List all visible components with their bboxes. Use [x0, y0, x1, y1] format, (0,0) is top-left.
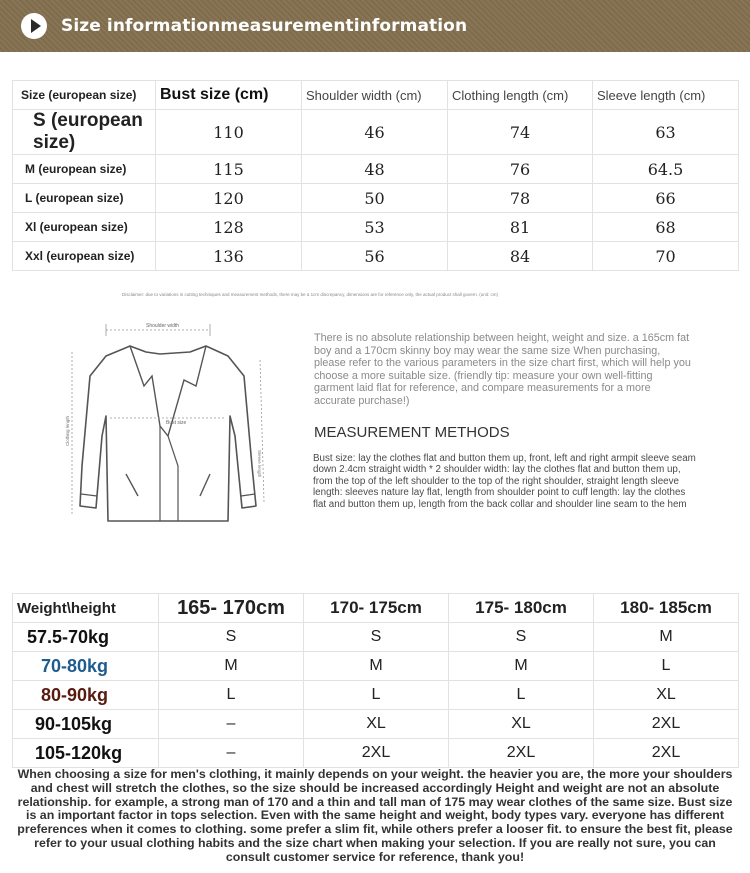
- size-cell: S: [159, 623, 304, 652]
- jacket-measurement-diagram: [60, 316, 272, 526]
- size-label: M (european size): [13, 155, 156, 184]
- shoulder-value: 48: [302, 155, 448, 184]
- size-cell: L: [159, 681, 304, 710]
- weight-height-corner: Weight\height: [13, 594, 159, 623]
- size-label: Xl (european size): [13, 213, 156, 242]
- size-cell: 2XL: [449, 739, 594, 768]
- bust-value: 110: [156, 110, 302, 155]
- header-length: Clothing length (cm): [448, 81, 593, 110]
- fit-header-row: [13, 594, 739, 623]
- shoulder-value: 53: [302, 213, 448, 242]
- measurement-methods-body: Bust size: lay the clothes flat and button them up, front, left and right armpit sleeve seam down 2.4cm straight width * 2 shoulder width: lay the clothes flat and button them up, from the top of the left shoulder to the top of the right shoulder, straight length sleeve length: sleeves nature lay flat, length from shoulder point to cuff length: lay the clothes flat and button them up, length from the back collar and shoulder line seam to the hem: [313, 453, 696, 510]
- length-value: 84: [448, 242, 593, 271]
- table-row: [13, 739, 739, 768]
- header-shoulder: Shoulder width (cm): [302, 81, 448, 110]
- size-cell: 2XL: [594, 739, 739, 768]
- height-header: 175- 180cm: [449, 594, 594, 623]
- size-cell: L: [304, 681, 449, 710]
- size-notice-text: There is no absolute relationship between height, weight and size. a 165cm fat boy and a 170cm skinny boy may wear the same size When purchasing, please refer to the various parameters in the size chart first, which will help you choose a more suitable size. (friendly tip: measure your own well-fitting garment laid flat for reference, and compare measurements for a more accurate purchase!): [314, 332, 691, 407]
- weight-label: 80-90kg: [13, 681, 159, 710]
- shoulder-value: 56: [302, 242, 448, 271]
- table-row: [13, 155, 739, 184]
- header-size: Size (european size): [13, 81, 156, 110]
- diagram-bust-label: Bust size: [166, 420, 187, 426]
- table-row: [13, 652, 739, 681]
- diagram-shoulder-label: Shoulder width: [146, 323, 180, 329]
- bust-value: 136: [156, 242, 302, 271]
- diagram-length-label: Clothing length: [65, 415, 70, 446]
- size-cell: –: [159, 710, 304, 739]
- size-chart-header-row: [13, 81, 739, 110]
- size-label: Xxl (european size): [13, 242, 156, 271]
- weight-label: 90-105kg: [13, 710, 159, 739]
- size-cell: XL: [594, 681, 739, 710]
- sleeve-value: 66: [593, 184, 739, 213]
- sleeve-value: 70: [593, 242, 739, 271]
- weight-label: 70-80kg: [13, 652, 159, 681]
- size-cell: 2XL: [594, 710, 739, 739]
- length-value: 78: [448, 184, 593, 213]
- size-cell: 2XL: [304, 739, 449, 768]
- bust-value: 128: [156, 213, 302, 242]
- section-header: [0, 0, 750, 52]
- bust-value: 115: [156, 155, 302, 184]
- size-cell: S: [304, 623, 449, 652]
- size-label: L (european size): [13, 184, 156, 213]
- size-cell: S: [449, 623, 594, 652]
- size-chart-table: [12, 80, 739, 271]
- size-cell: XL: [449, 710, 594, 739]
- header-sleeve: Sleeve length (cm): [593, 81, 739, 110]
- header-bust: Bust size (cm): [156, 81, 302, 110]
- section-title: Size informationmeasurementinformation: [61, 16, 468, 36]
- size-cell: M: [594, 623, 739, 652]
- sleeve-value: 63: [593, 110, 739, 155]
- table-row: [13, 242, 739, 271]
- shoulder-value: 46: [302, 110, 448, 155]
- table-row: [13, 110, 739, 155]
- length-value: 81: [448, 213, 593, 242]
- size-cell: –: [159, 739, 304, 768]
- table-row: [13, 623, 739, 652]
- size-label: S (european size): [13, 110, 156, 155]
- sizing-advice-note: When choosing a size for men's clothing, it mainly depends on your weight. the heavier you are, the more your shoulders and chest will stretch the clothes, so the size should be increased accordingly Height and weight are not an absolute relationship. for example, a strong man of 170 and a thin and tall man of 175 may wear clothes of the same size. Bust size is an important factor in tops selection. Even with the same height and weight, body types vary. everyone has different preferences when it comes to clothing. some prefer a slim fit, while others prefer a looser fit. to ensure the best fit, please refer to your usual clothing habits and the size chart when making your selection. If you are really not sure, you can consult customer service for reference, thank you!: [17, 767, 733, 864]
- table-row: [13, 710, 739, 739]
- play-icon: [21, 13, 47, 39]
- size-cell: L: [449, 681, 594, 710]
- length-value: 74: [448, 110, 593, 155]
- size-cell: L: [594, 652, 739, 681]
- size-cell: M: [449, 652, 594, 681]
- shoulder-value: 50: [302, 184, 448, 213]
- sleeve-value: 64.5: [593, 155, 739, 184]
- measurement-methods-title: MEASUREMENT METHODS: [314, 424, 510, 441]
- disclaimer-text: Disclaimer: due to variations in cutting techniques and measurement methods, there may be a 1cm discrepancy, dimensions are for reference only, the actual product shall govern. (unit: cm): [122, 292, 499, 297]
- size-cell: M: [159, 652, 304, 681]
- bust-value: 120: [156, 184, 302, 213]
- weight-height-table: [12, 593, 739, 768]
- height-header: 165- 170cm: [159, 594, 304, 623]
- length-value: 76: [448, 155, 593, 184]
- table-row: [13, 213, 739, 242]
- size-cell: XL: [304, 710, 449, 739]
- table-row: [13, 681, 739, 710]
- height-header: 180- 185cm: [594, 594, 739, 623]
- height-header: 170- 175cm: [304, 594, 449, 623]
- weight-label: 57.5-70kg: [13, 623, 159, 652]
- weight-label: 105-120kg: [13, 739, 159, 768]
- jacket-icon: [60, 316, 272, 526]
- size-cell: M: [304, 652, 449, 681]
- sleeve-value: 68: [593, 213, 739, 242]
- table-row: [13, 184, 739, 213]
- diagram-sleeve-label: Sleeve length: [257, 450, 262, 478]
